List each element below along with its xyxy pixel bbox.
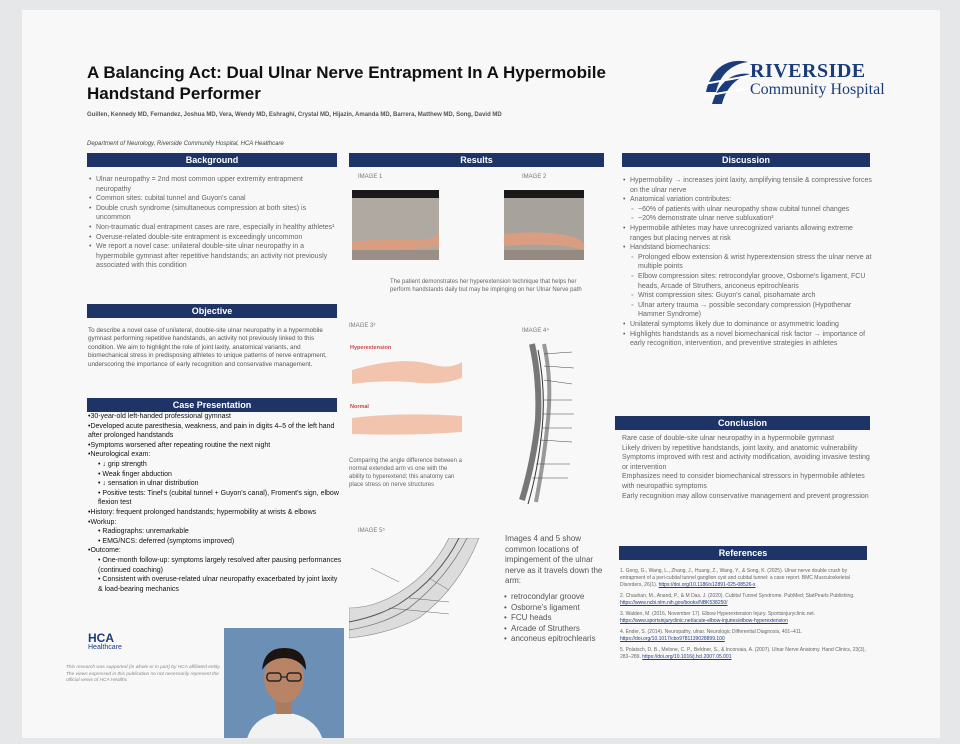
list-item: • Highlights handstands as a novel biomechanical risk factor → importance of early recognition, intervention, and preventive strategies in athletes bbox=[622, 330, 874, 349]
reference-text: Ender, S. (2014). Neuropathy, ulnar. Neurologic Differential Diagnosis, 401–411. bbox=[625, 629, 803, 635]
image12-caption: The patient demonstrates her hyperextension technique that helps her perform handstands daily but may be impinging on her Ulnar Nerve path bbox=[390, 279, 582, 293]
hca-logo bbox=[88, 632, 148, 652]
discussion-list bbox=[622, 176, 874, 349]
list-item: • Osborne's ligament bbox=[503, 603, 608, 614]
reference-text: Chauhan, M., Anand, P., & M Das, J. (2020). Cubital Tunnel Syndrome. PubMed; StatPearls Publishing. bbox=[625, 593, 855, 599]
list-item: • Consistent with overuse-related ulnar neuropathy exacerbated by joint laxity & load-bearing mechanics bbox=[98, 576, 338, 593]
image2-photo bbox=[504, 190, 584, 260]
list-item: • Overuse-related double-site entrapment is exceedingly uncommon bbox=[88, 233, 338, 243]
list-item: • FCU heads bbox=[503, 613, 608, 624]
poster-title: A Balancing Act: Dual Ulnar Nerve Entrapment In A Hypermobile Handstand Performer bbox=[87, 63, 606, 103]
arm-photo-icon bbox=[504, 190, 584, 260]
background-header: Background bbox=[87, 153, 337, 167]
reference-item bbox=[620, 593, 870, 607]
disclaimer: This research was supported (in whole or in part) by HCA affiliated entity. The views expressed in this publication no not necessarily represent the official views of HCA Healthc bbox=[66, 665, 221, 683]
images45-list bbox=[503, 592, 608, 645]
reference-item bbox=[620, 568, 870, 589]
list-item: •Neurological exam: bbox=[88, 451, 151, 459]
logo-line1: RIVERSIDE bbox=[750, 60, 866, 82]
reference-link[interactable]: https://www.sportsinjuryclinic.net/acute-elbow-injuries/elbow-hyperextension bbox=[620, 618, 788, 624]
list-item: • anconeus epitrochlearis bbox=[503, 634, 608, 645]
list-item: Likely driven by repetitive handstands, joint laxity, and anatomic vulnerability bbox=[622, 444, 858, 452]
reference-link[interactable]: https://www.ncbi.nlm.nih.gov/books/NBK538250/ bbox=[620, 600, 728, 606]
list-item: ◦ ~20% demonstrate ulnar nerve subluxation² bbox=[622, 214, 874, 224]
list-item: Rare case of double-site ulnar neuropathy in a hypermobile gymnast bbox=[622, 435, 835, 442]
presenter-video bbox=[224, 628, 344, 738]
images45-text: Images 4 and 5 show common locations of impingement of the ulnar nerve as it travels down the arm: bbox=[505, 534, 603, 585]
logo-line2: Community Hospital bbox=[750, 81, 885, 98]
elbow-anatomy-icon bbox=[349, 538, 499, 643]
list-item: •30-year-old left-handed professional gymnast bbox=[88, 413, 231, 420]
list-item: ◦ Ulnar artery trauma → possible secondary compression (Hypothenar Hammer Syndrome) bbox=[622, 301, 874, 320]
reference-link[interactable]: https://doi.org/10.1186/s12891-025-08526-x bbox=[658, 582, 756, 588]
list-item: • Common sites: cubital tunnel and Guyon's canal bbox=[88, 194, 338, 204]
list-item: •History: frequent prolonged handstands; hypermobility at wrists & elbows bbox=[88, 508, 317, 516]
poster-authors: Guillen, Kennedy MD, Fernandez, Joshua MD, Vera, Wendy MD, Eshraghi, Crystal MD, Hijazin, Amanda MD, Barrera, Matthew MD, Song, David MD bbox=[87, 112, 502, 118]
background-list bbox=[88, 175, 338, 271]
arm-photo-icon bbox=[352, 190, 439, 260]
results-header: Results bbox=[349, 153, 604, 167]
list-item: Symptoms improved with rest and activity modification, avoiding invasive testing or intervention bbox=[622, 454, 870, 471]
reference-number: 2. bbox=[620, 593, 626, 599]
poster-department: Department of Neurology, Riverside Community Hospital, HCA Healthcare bbox=[87, 141, 284, 147]
references-list bbox=[620, 568, 870, 665]
reference-item bbox=[620, 629, 870, 643]
reference-number: 5. bbox=[620, 647, 626, 653]
image4-anatomy bbox=[492, 340, 597, 510]
list-item: •Workup: bbox=[88, 518, 117, 526]
list-item: Early recognition may allow conservative management and prevent progression bbox=[622, 492, 869, 500]
list-item: •Outcome: bbox=[88, 547, 121, 555]
list-item: • Positive tests: Tinel's (cubital tunnel + Guyon's canal), Froment's sign, elbow flexion test bbox=[98, 489, 339, 507]
list-item: • Ulnar neuropathy = 2nd most common upper extremity entrapment neuropathy bbox=[88, 175, 338, 194]
image2-label: IMAGE 2 bbox=[522, 174, 547, 180]
list-item: • EMG/NCS: deferred (symptoms improved) bbox=[98, 537, 235, 545]
reference-item bbox=[620, 647, 870, 661]
riverside-logo-icon bbox=[702, 56, 752, 112]
list-item: Emphasizes need to consider biomechanical stressors in hypermobile athletes with neuropathic symptoms bbox=[622, 473, 865, 490]
list-item: • ↓ grip strength bbox=[98, 460, 147, 468]
list-item: • Unilateral symptoms likely due to dominance or asymmetric loading bbox=[622, 320, 874, 330]
image4-label: IMAGE 4⁴ bbox=[522, 328, 549, 334]
arm-anatomy-icon bbox=[492, 340, 597, 510]
list-item: • Hypermobile athletes may have unrecognized variants allowing extreme ranges but placing nerves at risk bbox=[622, 224, 874, 243]
image5-anatomy bbox=[349, 538, 499, 643]
list-item: • One-month follow-up: symptoms largely resolved after pausing performances (continued coaching) bbox=[98, 556, 342, 574]
list-item: • Arcade of Struthers bbox=[503, 624, 608, 635]
riverside-logo bbox=[702, 56, 902, 116]
conclusion-list bbox=[622, 434, 872, 501]
poster bbox=[22, 10, 940, 738]
hca-line1: HCA bbox=[88, 631, 114, 645]
list-item: • Weak finger abduction bbox=[98, 470, 172, 478]
reference-number: 1. bbox=[620, 568, 626, 574]
list-item: • We report a novel case: unilateral double-site ulnar neuropathy in a hypermobile gymnast after repetitive handstands; an activity not previously associated with this condition bbox=[88, 242, 338, 271]
conclusion-header: Conclusion bbox=[615, 416, 870, 430]
reference-text: Walden, M. (2016, November 17). Elbow Hyperextension Injury. Sportsinjuryclinic.net. bbox=[625, 611, 816, 617]
reference-link[interactable]: https://doi.org/10.1017/cbo9781139028899.100 bbox=[620, 636, 725, 642]
image3-caption: Comparing the angle difference between a normal extended arm vs one with the ability to hyperextend; this anatomy can place stress on nerve structures bbox=[349, 458, 462, 488]
list-item: •Developed acute paresthesia, weakness, and pain in digits 4–5 of the left hand after prolonged handstands bbox=[88, 422, 335, 440]
image3-label: IMAGE 3³ bbox=[349, 323, 376, 329]
list-item: • ↓ sensation in ulnar distribution bbox=[98, 480, 199, 488]
list-item: • Anatomical variation contributes: bbox=[622, 195, 874, 205]
objective-header: Objective bbox=[87, 304, 337, 318]
list-item: • Double crush syndrome (simultaneous compression at both sites) is uncommon bbox=[88, 204, 338, 223]
image3-hyper-label: Hyperextension bbox=[350, 345, 392, 351]
presenter-avatar-icon bbox=[224, 628, 344, 738]
list-item: ◦ Wrist compression sites: Guyon's canal, pisohamate arch bbox=[622, 291, 874, 301]
reference-number: 4. bbox=[620, 629, 626, 635]
case-header: Case Presentation bbox=[87, 398, 337, 412]
reference-text: Polatsch, D. B., Melone, C. P., Beldner, S., & Incorvaia, A. (2007). Ulnar Nerve Anatomy. Hand Clinics, 23(3), 283–289. bbox=[620, 647, 866, 660]
list-item: •Symptoms worsened after repeating routine the next night bbox=[88, 441, 271, 449]
hca-line2: Healthcare bbox=[88, 644, 122, 651]
image5-label: IMAGE 5⁵ bbox=[358, 528, 385, 534]
image1-label: IMAGE 1 bbox=[358, 174, 383, 180]
list-item: ◦ Prolonged elbow extension & wrist hyperextension stress the ulnar nerve at multiple points bbox=[622, 253, 874, 272]
hyperextension-diagram-icon bbox=[350, 342, 465, 442]
image3-diagram bbox=[350, 342, 465, 442]
objective-text: To describe a novel case of unilateral, double-site ulnar neuropathy in a hypermobile gymnast performing repetitive handstands, an activity not previously linked to this condition. We aim to highlight the role of joint laxity, anatomical variants, and biomechanical stress in predisposing athletes to unique patterns of nerve entrapment, underscoring the importance of early recognition and conservative management. bbox=[88, 327, 327, 368]
discussion-header: Discussion bbox=[622, 153, 870, 167]
reference-number: 3. bbox=[620, 611, 626, 617]
list-item: ◦ Elbow compression sites: retrocondylar groove, Osborne's ligament, FCU heads, Arcade of Struthers, anconeus epitrochlearis bbox=[622, 272, 874, 291]
reference-item bbox=[620, 611, 870, 625]
list-item: • Non-traumatic dual entrapment cases are rare, especially in healthy athletes¹ bbox=[88, 223, 338, 233]
image3-normal-label: Normal bbox=[350, 404, 369, 410]
list-item: • Handstand biomechanics: bbox=[622, 243, 874, 253]
reference-text: Gong, G., Wang, L., Zhang, J., Huang, Z., Wang, Y., & Song, K. (2025). Ulnar nerve double crush by entrapment of a peri-cubital tunnel ganglion cyst and cubital tunnel: a case report. BMC Musculoskeletal Disorders, 26(1). bbox=[620, 568, 850, 588]
list-item: • retrocondylar groove bbox=[503, 592, 608, 603]
image1-photo bbox=[352, 190, 439, 260]
reference-link[interactable]: https://doi.org/10.1016/j.hcl.2007.05.001 bbox=[642, 654, 732, 660]
references-header: References bbox=[619, 546, 867, 560]
list-item: ◦ ~60% of patients with ulnar neuropathy show cubital tunnel changes bbox=[622, 205, 874, 215]
list-item: • Hypermobility → increases joint laxity, amplifying tensile & compressive forces on the ulnar nerve bbox=[622, 176, 874, 195]
list-item: • Radiographs: unremarkable bbox=[98, 528, 189, 536]
case-list bbox=[88, 412, 344, 594]
